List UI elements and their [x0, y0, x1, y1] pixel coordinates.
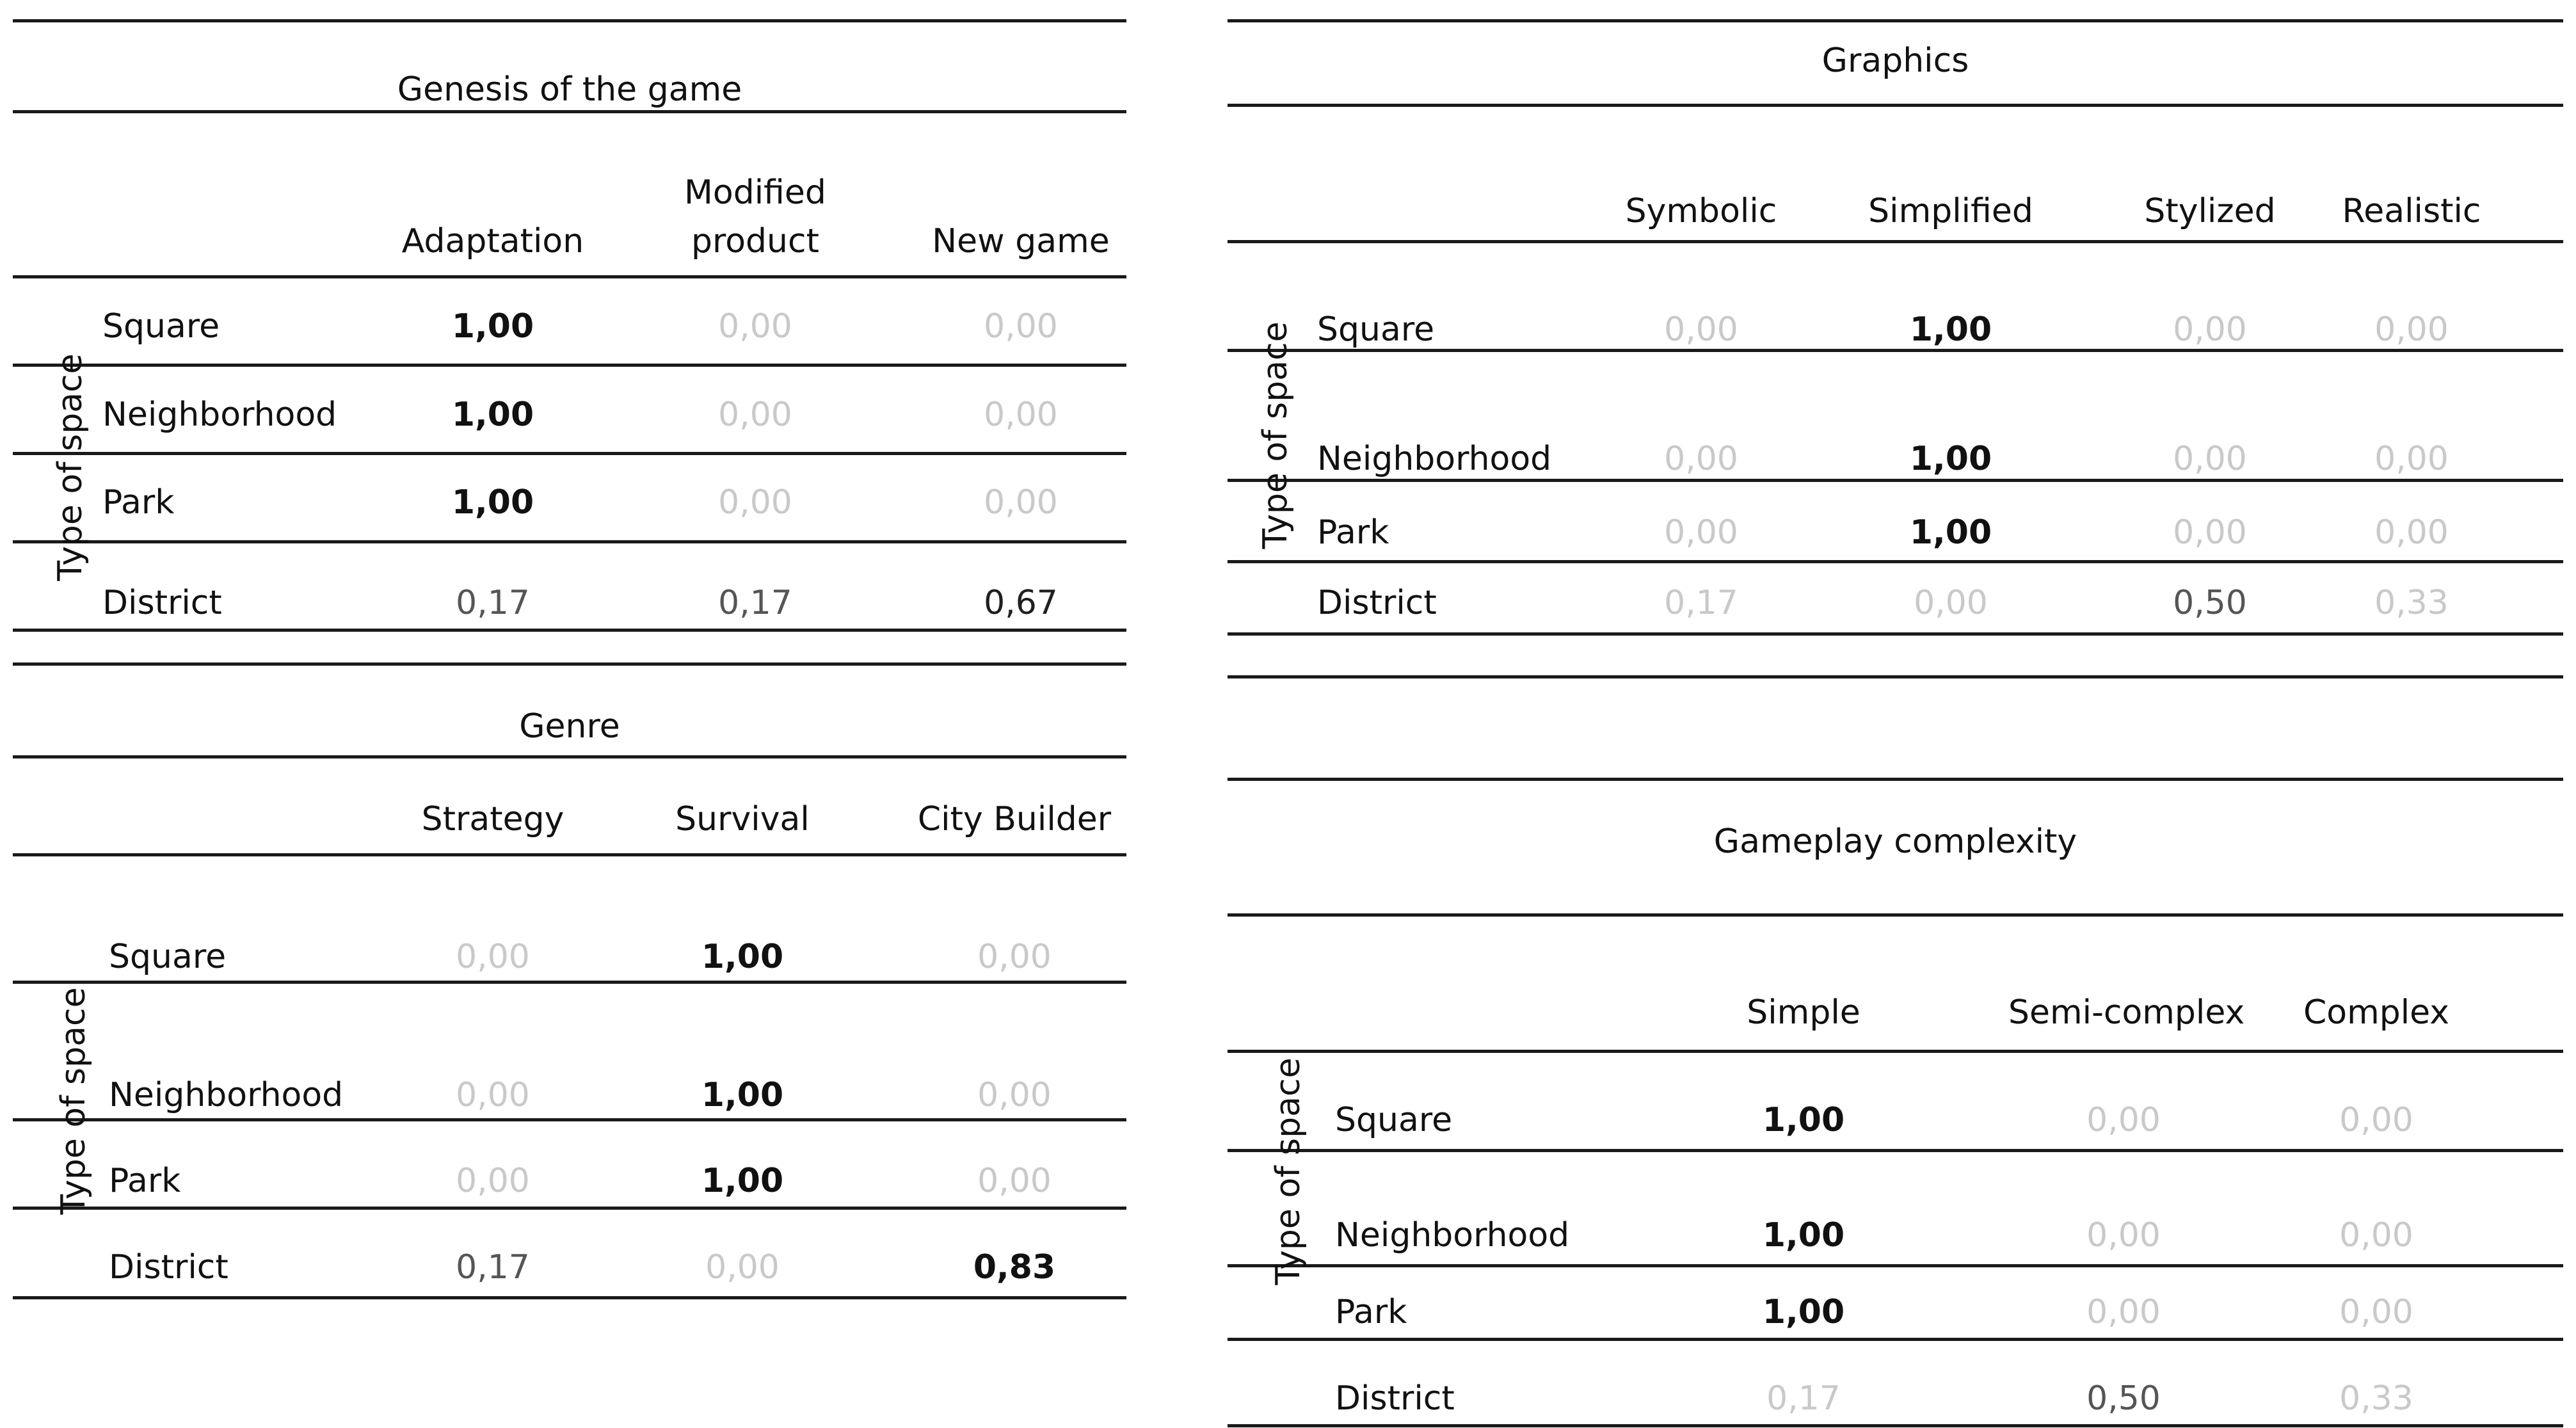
table-cell: 0,00 [1664, 440, 1738, 478]
table-cell: 0,83 [973, 1248, 1056, 1287]
rule-line [1228, 349, 2563, 352]
table-cell: 0,00 [2339, 1216, 2413, 1255]
table-cell: 0,50 [2086, 1379, 2161, 1418]
table-cell: 0,00 [1914, 584, 1988, 622]
column-header: Complex [2303, 993, 2450, 1032]
column-header: Modified product [684, 173, 826, 261]
table-cell: 0,00 [456, 938, 530, 976]
rule-line [13, 1296, 1126, 1299]
panel-title: Genesis of the game [397, 70, 742, 109]
rule-line [13, 1207, 1126, 1210]
row-label: District [109, 1248, 228, 1287]
rule-line [13, 629, 1126, 632]
column-header: Symbolic [1625, 192, 1777, 230]
rule-line [13, 662, 1126, 666]
axis-label: Type of space [51, 353, 90, 581]
table-cell: 0,00 [718, 307, 792, 346]
table-cell: 0,00 [2173, 310, 2247, 349]
column-header: Semi-complex [2008, 993, 2245, 1032]
table-cell: 0,17 [456, 584, 530, 622]
table-cell: 1,00 [701, 938, 784, 976]
row-label: Square [1335, 1101, 1453, 1139]
rule-line [1228, 913, 2563, 917]
panel-title: Gameplay complexity [1713, 822, 2077, 861]
rule-line [13, 853, 1126, 856]
row-label: Square [1317, 310, 1435, 349]
rule-line [1228, 19, 2563, 22]
table-cell: 0,00 [2086, 1216, 2161, 1255]
axis-label: Type of space [1269, 1057, 1308, 1285]
table-cell: 0,00 [984, 396, 1058, 434]
table-cell: 0,00 [977, 938, 1052, 976]
panel-title: Graphics [1821, 42, 1969, 80]
table-cell: 0,00 [705, 1248, 780, 1287]
table-cell: 0,17 [456, 1248, 530, 1287]
column-header: Realistic [2342, 192, 2481, 230]
table-cell: 1,00 [451, 307, 534, 346]
rule-line [13, 1118, 1126, 1121]
row-label: Neighborhood [1335, 1216, 1570, 1255]
axis-label: Type of space [54, 987, 93, 1215]
table-cell: 0,50 [2173, 584, 2247, 622]
rule-line [13, 275, 1126, 278]
table-cell: 0,33 [2339, 1379, 2413, 1418]
table-cell: 0,00 [2173, 440, 2247, 478]
table-cell: 1,00 [701, 1162, 784, 1200]
rule-line [1228, 1050, 2563, 1053]
table-cell: 0,00 [2339, 1293, 2413, 1331]
table-cell: 0,00 [1664, 513, 1738, 552]
rule-line [13, 452, 1126, 455]
rule-line [1228, 1338, 2563, 1341]
table-cell: 1,00 [1909, 310, 1992, 349]
table-cell: 0,00 [2086, 1293, 2161, 1331]
column-header: Simple [1747, 993, 1860, 1032]
table-cell: 0,17 [1664, 584, 1738, 622]
table-cell: 0,17 [1766, 1379, 1841, 1418]
rule-line [13, 755, 1126, 758]
table-cell: 0,00 [718, 483, 792, 522]
table-cell: 0,00 [984, 483, 1058, 522]
column-header: New game [932, 222, 1110, 261]
rule-line [1228, 1424, 2563, 1427]
rule-line [1228, 675, 2563, 678]
table-cell: 1,00 [1909, 440, 1992, 478]
row-label: Park [1335, 1293, 1407, 1331]
table-cell: 0,00 [718, 396, 792, 434]
table-cell: 0,00 [456, 1076, 530, 1114]
table-cell: 0,00 [456, 1162, 530, 1200]
table-cell: 1,00 [1909, 513, 1992, 552]
table-cell: 1,00 [1762, 1293, 1845, 1331]
rule-line [13, 540, 1126, 543]
row-label: Square [102, 307, 220, 346]
column-header: Stylized [2144, 192, 2276, 230]
row-label: Neighborhood [102, 396, 337, 434]
column-header: Simplified [1868, 192, 2033, 230]
table-panel-graphics [1228, 19, 2563, 679]
table-cell: 0,00 [2339, 1101, 2413, 1139]
rule-line [13, 364, 1126, 367]
row-label: District [1317, 584, 1437, 622]
table-panel-genesis [13, 19, 1126, 632]
row-label: District [1335, 1379, 1455, 1418]
table-cell: 0,17 [718, 584, 792, 622]
panel-title: Genre [519, 707, 620, 746]
rule-line [1228, 479, 2563, 482]
table-cell: 0,00 [2374, 440, 2449, 478]
table-cell: 0,00 [2374, 513, 2449, 552]
rule-line [1228, 104, 2563, 107]
table-cell: 1,00 [701, 1076, 784, 1114]
column-header: Strategy [421, 800, 564, 838]
column-header: Survival [675, 800, 810, 838]
column-header: City Builder [917, 800, 1112, 838]
table-cell: 1,00 [1762, 1101, 1845, 1139]
rule-line [1228, 778, 2563, 781]
rule-line [13, 19, 1126, 22]
table-cell: 1,00 [451, 396, 534, 434]
rule-line [13, 110, 1126, 113]
row-label: Park [102, 483, 175, 522]
table-cell: 0,00 [977, 1162, 1052, 1200]
table-cell: 0,00 [2173, 513, 2247, 552]
rule-line [1228, 1149, 2563, 1152]
rule-line [13, 981, 1126, 984]
table-panel-genre [13, 662, 1126, 1300]
row-label: Park [1317, 513, 1389, 552]
rule-line [1228, 632, 2563, 636]
rule-line [1228, 1264, 2563, 1267]
table-cell: 0,00 [2086, 1101, 2161, 1139]
table-cell: 0,33 [2374, 584, 2449, 622]
row-label: Neighborhood [109, 1076, 344, 1114]
table-panel-gameplay [1228, 778, 2563, 1428]
table-cell: 0,67 [984, 584, 1058, 622]
row-label: Neighborhood [1317, 440, 1552, 478]
row-label: Park [109, 1162, 181, 1200]
table-cell: 1,00 [451, 483, 534, 522]
row-label: Square [109, 938, 227, 976]
column-header: Adaptation [401, 222, 584, 261]
axis-label: Type of space [1256, 321, 1295, 549]
row-label: District [102, 584, 222, 622]
rule-line [1228, 240, 2563, 243]
table-cell: 0,00 [977, 1076, 1052, 1114]
table-cell: 1,00 [1762, 1216, 1845, 1255]
rule-line [1228, 560, 2563, 563]
table-cell: 0,00 [2374, 310, 2449, 349]
table-cell: 0,00 [1664, 310, 1738, 349]
table-cell: 0,00 [984, 307, 1058, 346]
